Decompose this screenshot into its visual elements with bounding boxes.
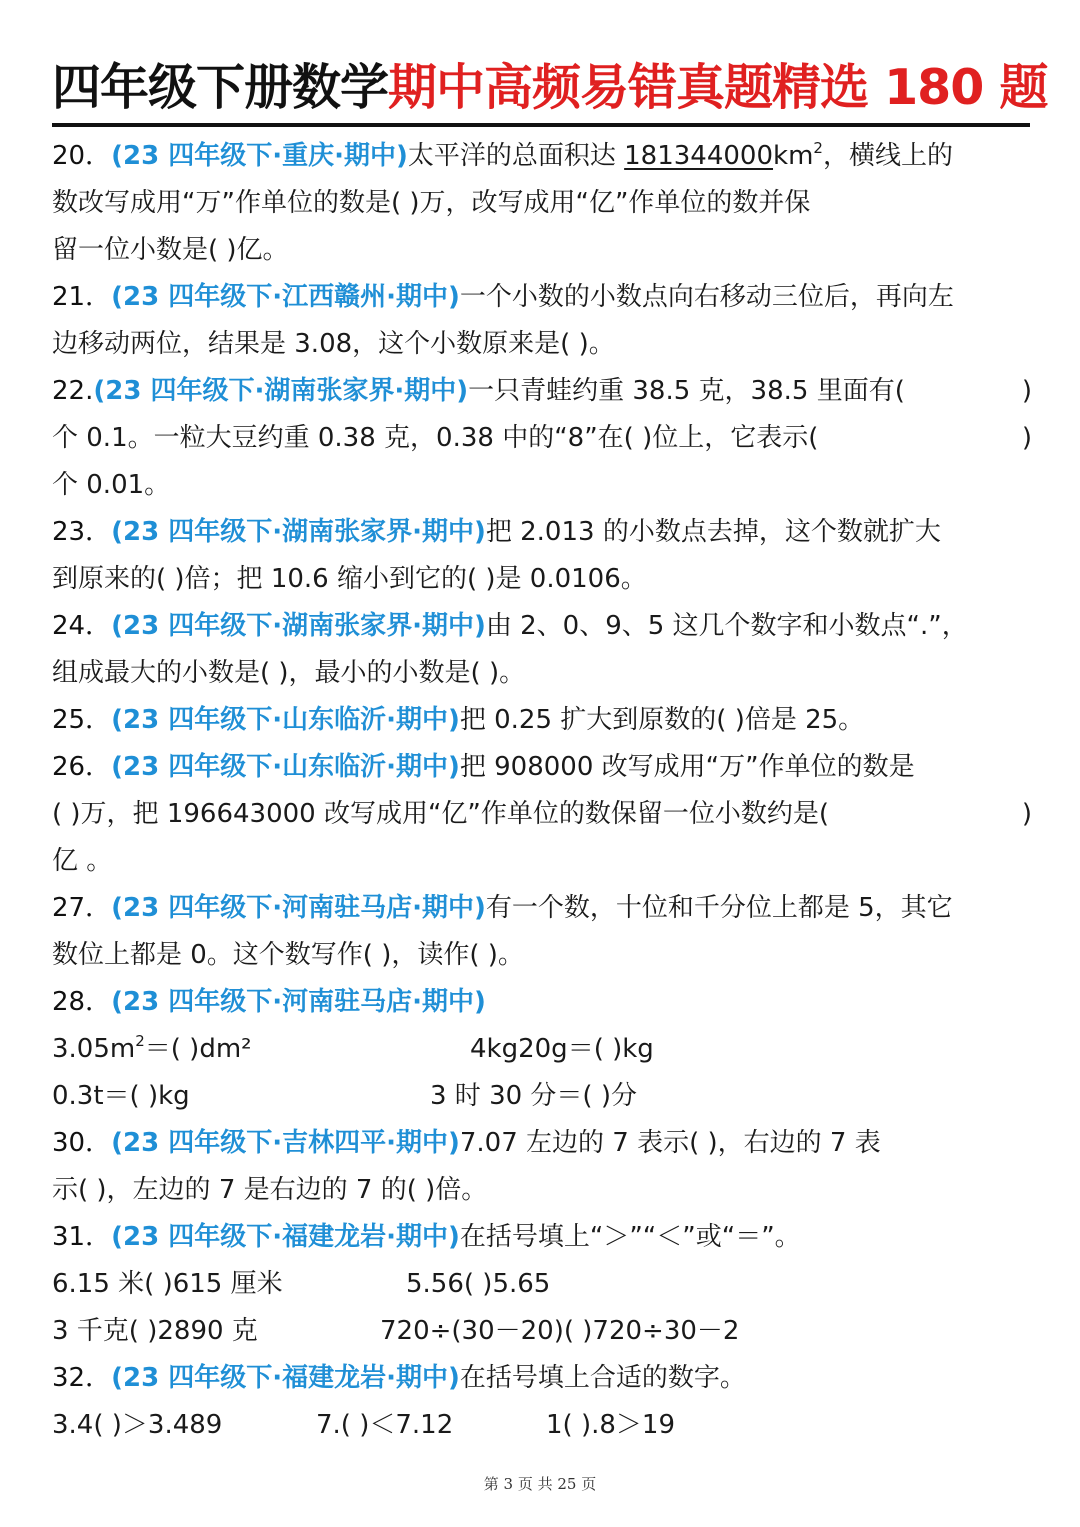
closing-paren: ) [1021, 376, 1032, 406]
question-32-line-2 [52, 1402, 1032, 1448]
superscript: 2 [813, 139, 823, 157]
comparison-item-4: 720÷(30－20)( )720÷30－2 [380, 1316, 740, 1346]
question-text: 太平洋的总面积达 [407, 141, 625, 171]
question-28-line-3 [52, 1073, 1032, 1119]
conversion-item-2: 4kg20g＝( )kg [470, 1034, 654, 1064]
question-21-line-2: 边移动两位，结果是 3.08，这个小数原来是( )。 [52, 329, 615, 359]
question-number: 21． [52, 282, 112, 312]
question-20-line-3: 留一位小数是( )亿。 [52, 235, 289, 265]
question-20-line-2: 数改写成用“万”作单位的数是( )万，改写成用“亿”作单位的数并保 [52, 188, 811, 218]
question-30-line-1 [52, 1120, 1032, 1166]
conversion-item-1 [52, 1026, 252, 1072]
question-source: (23 四年级下·福建龙岩·期中) [111, 1222, 460, 1252]
conversion-item-4: 3 时 30 分＝( )分 [430, 1081, 637, 1111]
underlined-number: 181344000 [624, 141, 774, 171]
question-25-line-1 [52, 697, 1032, 743]
question-text: 在括号填上合适的数字。 [459, 1363, 746, 1393]
question-22-line-1 [52, 368, 1032, 414]
question-text: 一只青蛙约重 38.5 克，38.5 里面有( [468, 376, 905, 406]
digit-item-3: 1( ).8＞19 [546, 1410, 675, 1440]
digit-item-1: 3.4( )＞3.489 [52, 1410, 223, 1440]
question-source: (23 四年级下·山东临沂·期中) [111, 705, 460, 735]
question-source: (23 四年级下·湖南张家界·期中) [111, 517, 486, 547]
closing-paren: ) [1021, 799, 1032, 829]
question-number: 22. [52, 376, 94, 406]
question-number: 25． [52, 705, 112, 735]
page-title [52, 52, 1048, 124]
question-23-line-2: 到原来的( )倍；把 10.6 缩小到它的( )是 0.0106。 [52, 564, 647, 594]
question-source: (23 四年级下·湖南张家界·期中) [111, 611, 486, 641]
question-text: 把 908000 改写成用“万”作单位的数是 [459, 752, 915, 782]
unit-text: km [773, 141, 814, 171]
question-number: 24． [52, 611, 112, 641]
title-main: 四年级下册数学 [52, 59, 389, 116]
question-text: 把 2.013 的小数点去掉，这个数就扩大 [485, 517, 941, 547]
question-source: (23 四年级下·山东临沂·期中) [111, 752, 460, 782]
comparison-item-2: 5.56( )5.65 [406, 1269, 551, 1299]
comparison-item-1: 6.15 米( )615 厘米 [52, 1269, 283, 1299]
question-32-line-1 [52, 1355, 1032, 1401]
page-footer: 第 3 页 共 25 页 [483, 1475, 597, 1493]
question-26-line-2 [52, 791, 1032, 837]
question-text: ( )万，把 196643000 改写成用“亿”作单位的数保留一位小数约是( [52, 799, 830, 829]
question-text: ，横线上的 [822, 141, 953, 171]
question-source: (23 四年级下·湖南张家界·期中) [93, 376, 469, 406]
question-26-line-1 [52, 744, 1032, 790]
question-source: (23 四年级下·福建龙岩·期中) [111, 1363, 460, 1393]
digit-item-2: 7.( )＜7.12 [316, 1410, 454, 1440]
question-number: 32． [52, 1363, 112, 1393]
question-31-line-3 [52, 1308, 1032, 1354]
question-27-line-1 [52, 885, 1032, 931]
question-22-line-2 [52, 415, 1032, 461]
question-source: (23 四年级下·重庆·期中) [111, 141, 408, 171]
question-28-line-1 [52, 979, 1032, 1025]
item-text: 3.05m [52, 1034, 136, 1064]
question-21-line-1 [52, 274, 1032, 320]
question-26-line-3: 亿 。 [52, 846, 113, 876]
question-20-line-1 [52, 133, 1032, 179]
question-27-line-2: 数位上都是 0。这个数写作( )，读作( )。 [52, 940, 524, 970]
conversion-item-3: 0.3t＝( )kg [52, 1081, 190, 1111]
question-number: 27． [52, 893, 112, 923]
question-30-line-2: 示( )，左边的 7 是右边的 7 的( )倍。 [52, 1175, 488, 1205]
superscript: 2 [135, 1032, 145, 1050]
question-number: 20． [52, 141, 112, 171]
question-31-line-1 [52, 1214, 1032, 1260]
question-31-line-2 [52, 1261, 1032, 1307]
question-number: 23． [52, 517, 112, 547]
question-number: 31． [52, 1222, 112, 1252]
question-22-line-3: 个 0.01。 [52, 470, 171, 500]
question-number: 26． [52, 752, 112, 782]
question-source: (23 四年级下·江西赣州·期中) [111, 282, 460, 312]
question-22-line-1-main [52, 368, 905, 414]
question-24-line-2: 组成最大的小数是( )，最小的小数是( )。 [52, 658, 526, 688]
question-text: 有一个数，十位和千分位上都是 5，其它 [485, 893, 953, 923]
question-source: (23 四年级下·河南驻马店·期中) [111, 987, 486, 1017]
question-number: 30． [52, 1128, 112, 1158]
question-text: 一个小数的小数点向右移动三位后，再向左 [459, 282, 954, 312]
question-text: 7.07 左边的 7 表示( )，右边的 7 表 [459, 1128, 881, 1158]
question-text: 个 0.1。一粒大豆约重 0.38 克，0.38 中的“8”在( )位上，它表示( [52, 423, 819, 453]
question-28-line-2 [52, 1026, 1032, 1072]
comparison-item-3: 3 千克( )2890 克 [52, 1316, 258, 1346]
question-text: 把 0.25 扩大到原数的( )倍是 25。 [459, 705, 865, 735]
question-number: 28． [52, 987, 112, 1017]
title-underline [52, 123, 1030, 127]
question-source: (23 四年级下·吉林四平·期中) [111, 1128, 460, 1158]
question-24-line-1 [52, 603, 1032, 649]
question-23-line-1 [52, 509, 1032, 555]
question-text: 由 2、0、9、5 这几个数字和小数点“.”， [485, 611, 968, 641]
title-highlight: 期中高频易错真题精选 180 题 [388, 59, 1048, 116]
question-source: (23 四年级下·河南驻马店·期中) [111, 893, 486, 923]
item-text: ＝( )dm² [144, 1034, 252, 1064]
closing-paren: ) [1021, 423, 1032, 453]
question-text: 在括号填上“＞”“＜”或“＝”。 [459, 1222, 801, 1252]
